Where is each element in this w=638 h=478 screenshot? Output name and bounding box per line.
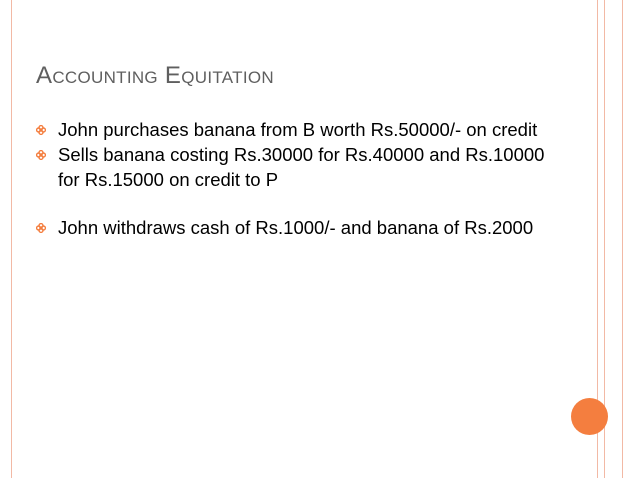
flower-bullet-icon — [36, 223, 46, 233]
title-initial-2: E — [164, 62, 182, 89]
title-rest-1: CCOUNTING — [52, 68, 158, 87]
accent-circle — [571, 398, 608, 435]
bullet-text: John purchases banana from B worth Rs.50000/- on credit — [58, 119, 538, 140]
bullet-text: Sells banana costing Rs.30000 for Rs.40000 and Rs.10000 for Rs.15000 on credit to P — [58, 144, 545, 190]
flower-bullet-icon — [36, 150, 46, 160]
slide-title — [36, 62, 274, 90]
bullet-list — [36, 117, 556, 240]
left-frame-line — [11, 0, 12, 478]
bullet-text: John withdraws cash of Rs.1000/- and banana of Rs.2000 — [58, 217, 534, 238]
right-frame-line-3 — [622, 0, 623, 478]
bullet-item — [36, 215, 556, 240]
title-initial-1: A — [36, 62, 53, 89]
bullet-item — [36, 142, 556, 192]
flower-bullet-icon — [36, 125, 46, 135]
title-rest-2: QUITATION — [181, 68, 274, 87]
bullet-item — [36, 117, 556, 142]
